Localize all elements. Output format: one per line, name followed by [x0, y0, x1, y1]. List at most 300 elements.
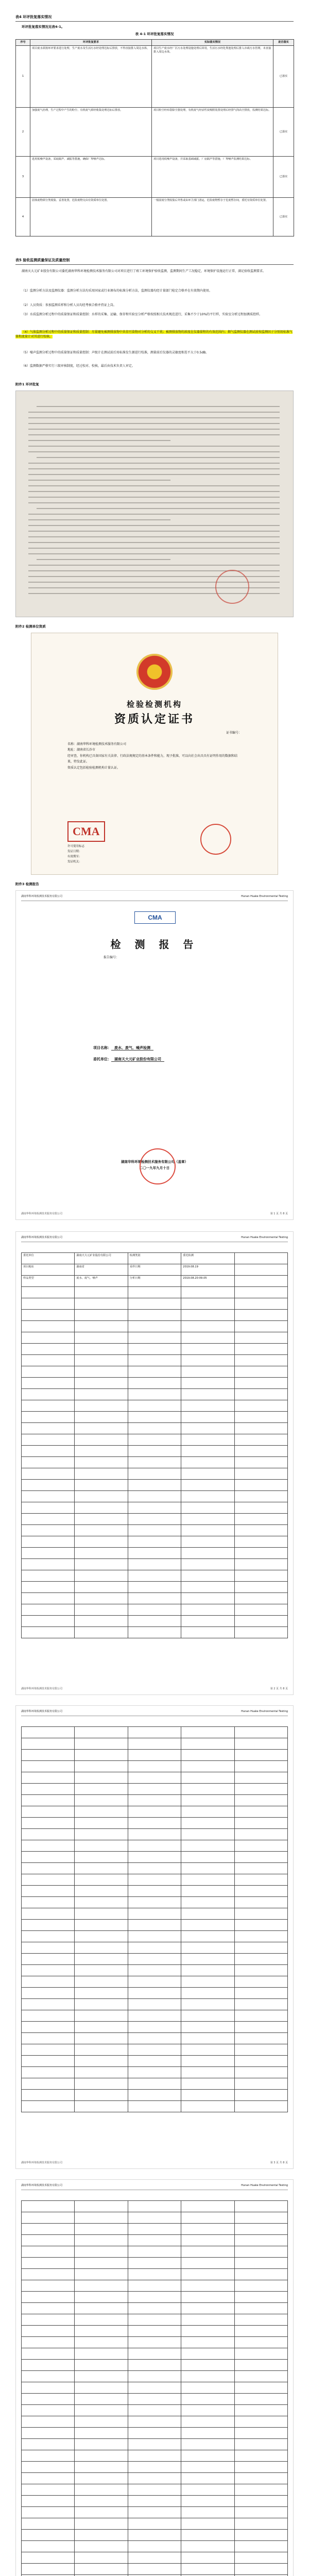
table-cell [128, 1874, 181, 1886]
table-cell [22, 1806, 75, 1818]
table-cell [22, 1931, 75, 1942]
table-cell [234, 1863, 287, 1874]
table-cell [128, 1604, 181, 1616]
table-cell [128, 1502, 181, 1514]
table-cell [181, 2067, 234, 2078]
table-row [22, 1412, 288, 1423]
table-cell [75, 2314, 128, 2326]
table-cell [128, 1627, 181, 1638]
table-cell [128, 1457, 181, 1468]
column-header: 环评批复要求 [30, 40, 152, 46]
table-cell [181, 1434, 234, 1446]
table-cell [234, 1616, 287, 1627]
table-cell [128, 2201, 181, 2212]
table-cell [234, 1931, 287, 1942]
table-cell [22, 1570, 75, 1582]
table-cell: 采样日期 [128, 1264, 181, 1276]
table-cell [75, 1852, 128, 1863]
table-cell [181, 2394, 234, 2405]
table-cell [128, 1840, 181, 1852]
table-cell [234, 1886, 287, 1897]
table-cell [75, 1457, 128, 1468]
report-header-right: Hunan Huake Environmental Testing [241, 2184, 288, 2187]
table-cell [22, 1412, 75, 1423]
table-cell [234, 2258, 287, 2269]
table-cell [234, 1548, 287, 1559]
table-cell [128, 1863, 181, 1874]
table-cell: 项目选用低噪声设备，并采取基础减振、厂房隔声等措施，厂界噪声监测结果达标。 [152, 157, 273, 198]
table-cell [234, 1727, 287, 1738]
table-cell [128, 1772, 181, 1784]
table-cell [234, 1999, 287, 2010]
table-row [22, 2044, 288, 2056]
table-cell [234, 2552, 287, 2564]
table-cell [75, 2507, 128, 2518]
table-row [22, 1931, 288, 1942]
section-5-paragraph: （3）水质监测分析过程中的质量保证和质量控制：水样的采集、运输、保存和实验室分析严格按照相关技术规范进行，采集不少于10%的平行样，实验室分析过程加测质控样。 [22, 313, 263, 316]
table-cell [22, 1616, 75, 1627]
table-row [22, 1874, 288, 1886]
table-cell [22, 1818, 75, 1829]
table-row [22, 1863, 288, 1874]
table-cell [22, 2056, 75, 2067]
table-cell: 已落实 [273, 108, 294, 157]
table-row [22, 1400, 288, 1412]
table-cell [181, 1874, 234, 1886]
table-4-1 [15, 39, 294, 236]
report-header-right: Hunan Huake Environmental Testing [241, 895, 288, 898]
certificate-footer [67, 844, 242, 865]
table-row [22, 1536, 288, 1548]
table-cell [181, 1593, 234, 1604]
table-cell [181, 1525, 234, 1536]
report-footer-left: 湖南华科环境检测技术服务有限公司 [21, 2161, 63, 2164]
table-cell [234, 1264, 287, 1276]
table-cell [181, 2496, 234, 2507]
table-cell [128, 2484, 181, 2496]
table-cell [128, 2518, 181, 2530]
table-cell: 湖南天大元矿业股份有限公司 [75, 1253, 128, 1264]
table-cell [22, 2280, 75, 2292]
table-cell [181, 1457, 234, 1468]
table-cell [234, 1818, 287, 1829]
table-cell [22, 2552, 75, 2564]
table-cell [22, 2212, 75, 2224]
table-cell [128, 1434, 181, 1446]
table-cell [181, 1548, 234, 1559]
table-cell [22, 1976, 75, 1988]
table-cell [128, 1852, 181, 1863]
table-cell [234, 2484, 287, 2496]
table-cell [234, 1389, 287, 1400]
table-row [22, 1310, 288, 1321]
table-cell [128, 1942, 181, 1954]
table-cell [181, 1738, 234, 1750]
table-cell [22, 2484, 75, 2496]
table-cell [181, 2269, 234, 2280]
table-cell [128, 2405, 181, 2416]
table-cell [22, 1942, 75, 1954]
table-cell [75, 2033, 128, 2044]
table-cell [181, 2044, 234, 2056]
table-cell [22, 1840, 75, 1852]
table-cell [128, 2337, 181, 2348]
table-cell [75, 1502, 128, 1514]
table-cell [181, 1332, 234, 1344]
table-cell [75, 2382, 128, 2394]
table-cell [22, 1727, 75, 1738]
table-cell [75, 1988, 128, 1999]
table-cell [128, 1423, 181, 1434]
table-cell [22, 2235, 75, 2246]
red-seal-stamp [140, 1148, 176, 1184]
table-cell [22, 1593, 75, 1604]
section-4-heading: 表4 环评批复落实情况 [15, 14, 294, 22]
table-row [22, 1366, 288, 1378]
table-cell [234, 1321, 287, 1332]
table-row [22, 2326, 288, 2337]
table-cell [22, 2201, 75, 2212]
table-cell [22, 2326, 75, 2337]
table-cell: 1 [16, 46, 30, 108]
table-cell [128, 2044, 181, 2056]
report-cover-page: 湖南华科环境检测技术服务有限公司 Hunan Huake Environmental Testing CMA 检 测 报 告 报告编号： 项目名称： 废水、废气、噪声检测 委托单位： 湖南天大元矿业股份有限公司 湖南华科环境检测技术服务有限公司（盖章） 二〇一九年九月十日 湖南华科环境检测技术服务有限公司 第 1 页 共 8 页 [15, 890, 294, 1220]
table-row [22, 1434, 288, 1446]
table-cell [75, 1750, 128, 1761]
table-cell [128, 1593, 181, 1604]
table-cell [128, 2496, 181, 2507]
cma-mark: CMA [67, 821, 105, 842]
section-5-paragraph: （6）监测数据严格实行三级审核制度，经过校对、校核，最后由技术负责人审定。 [22, 364, 135, 368]
table-cell [128, 2212, 181, 2224]
table-row [16, 198, 294, 236]
table-cell [75, 2269, 128, 2280]
report-data-page [15, 1705, 294, 2169]
table-row [22, 1772, 288, 1784]
table-cell [22, 1502, 75, 1514]
table-cell [181, 2246, 234, 2258]
table-row [22, 2484, 288, 2496]
table-cell [75, 2292, 128, 2303]
table-cell [234, 1942, 287, 1954]
table-cell [22, 2348, 75, 2360]
report-header [21, 894, 288, 901]
table-cell [75, 2394, 128, 2405]
table-cell [75, 1738, 128, 1750]
table-row [22, 1321, 288, 1332]
table-cell [75, 1727, 128, 1738]
table-cell [181, 2033, 234, 2044]
table-cell [22, 2439, 75, 2450]
table-cell [128, 1412, 181, 1423]
table-cell: 项目生产废水经厂区污水处理设施处理后回用，生活污水经化粪池处理后排入市政污水管网，未直接排入周边水体。 [152, 46, 273, 108]
table-cell [128, 1829, 181, 1840]
table-cell [181, 2022, 234, 2033]
table-cell [22, 2010, 75, 2022]
table-cell: 样品类型 [22, 1276, 75, 1287]
table-row [22, 1965, 288, 1976]
table-cell [22, 1604, 75, 1616]
table-cell [128, 2348, 181, 2360]
table-cell [181, 1582, 234, 1593]
table-row [22, 1559, 288, 1570]
table-cell [22, 1491, 75, 1502]
table-cell [22, 2044, 75, 2056]
table-cell [181, 2201, 234, 2212]
table-cell [22, 2292, 75, 2303]
table-row [22, 1548, 288, 1559]
table-cell [75, 1525, 128, 1536]
table-row [22, 1627, 288, 1638]
table-row [22, 1525, 288, 1536]
table-cell [181, 1976, 234, 1988]
column-header: 序号 [16, 40, 30, 46]
table-row [22, 2360, 288, 2371]
table-cell [75, 1593, 128, 1604]
table-cell [181, 2212, 234, 2224]
table-cell [75, 1920, 128, 1931]
table-cell [75, 2416, 128, 2428]
table-cell [75, 1514, 128, 1525]
table-cell [234, 2033, 287, 2044]
table-cell [181, 2326, 234, 2337]
table-cell [75, 1559, 128, 1570]
table-row [22, 1355, 288, 1366]
table-cell [234, 1287, 287, 1298]
table-cell [22, 1852, 75, 1863]
table-row [22, 1840, 288, 1852]
table-cell [234, 1298, 287, 1310]
section-5-paragraph: （5）噪声监测分析过程中的质量保证和质量控制：声级计在测试前后用标准发生源进行校准，测量前后仪器的灵敏度相差不大于0.5dB。 [22, 351, 209, 354]
report-footer-page-number: 第 3 页 共 8 页 [270, 2161, 288, 2164]
certificate-footer-line: 有效期至： [67, 855, 82, 858]
table-cell [128, 2292, 181, 2303]
table-row [22, 1750, 288, 1761]
table-cell [22, 1582, 75, 1593]
table-cell [181, 1965, 234, 1976]
table-row [22, 2235, 288, 2246]
table-cell [22, 2428, 75, 2439]
table-cell [75, 1582, 128, 1593]
table-cell [128, 1954, 181, 1965]
table-row [22, 1378, 288, 1389]
section-5-paragraph: 湖南天大元矿业股份有限公司委托湖南华科环境检测技术服务有限公司对项目进行了竣工环境保护验收监测，监测期间生产工况稳定，环境保护设施运行正常，满足验收监测要求。 [22, 269, 266, 273]
table-row [22, 1852, 288, 1863]
table-cell [128, 2428, 181, 2439]
table-cell [75, 2224, 128, 2235]
table-cell [22, 1999, 75, 2010]
certificate-footer-line: 发证机关： [67, 860, 82, 863]
table-cell [181, 1423, 234, 1434]
table-cell [234, 2067, 287, 2078]
table-row [22, 1795, 288, 1806]
table-cell [128, 1366, 181, 1378]
table-cell [22, 1468, 75, 1480]
table-cell [181, 2541, 234, 2552]
table-cell: 2 [16, 108, 30, 157]
table-cell: 2019.08.19 [181, 1264, 234, 1276]
table-row [22, 1332, 288, 1344]
table-cell [181, 2090, 234, 2101]
table-cell [128, 1480, 181, 1491]
table-cell [234, 1514, 287, 1525]
table-cell [234, 2416, 287, 2428]
table-row [22, 2292, 288, 2303]
table-cell [181, 1389, 234, 1400]
table-cell [22, 1920, 75, 1931]
table-cell: 加强废气治理，生产过程中产生的粉尘、有机废气须经收集处理达标后排放。 [30, 108, 152, 157]
table-cell [234, 1502, 287, 1514]
table-cell [128, 1886, 181, 1897]
table-cell: 湖南省 [75, 1264, 128, 1276]
table-cell [234, 1750, 287, 1761]
table-4-1-caption: 环评批复落实情况见表4-1。 [22, 25, 65, 29]
table-cell [128, 1446, 181, 1457]
table-cell [22, 2269, 75, 2280]
table-cell [75, 2090, 128, 2101]
table-cell [128, 2473, 181, 2484]
table-cell [75, 1468, 128, 1480]
table-cell [22, 2507, 75, 2518]
table-row [22, 2405, 288, 2416]
table-cell [234, 1434, 287, 1446]
table-cell [128, 2067, 181, 2078]
table-row [22, 1942, 288, 1954]
table-cell [22, 1400, 75, 1412]
table-cell [181, 2337, 234, 2348]
table-row [22, 1457, 288, 1468]
table-row [22, 1806, 288, 1818]
table-row [22, 2348, 288, 2360]
certificate-number: 证书编号： [226, 731, 242, 735]
table-cell [181, 1298, 234, 1310]
table-row [22, 1502, 288, 1514]
table-cell [22, 2371, 75, 2382]
table-cell [22, 1886, 75, 1897]
table-cell [128, 2326, 181, 2337]
table-cell [75, 1818, 128, 1829]
table-cell [22, 2101, 75, 2112]
table-cell: 分析日期 [128, 1276, 181, 1287]
table-cell [75, 2044, 128, 2056]
table-cell [75, 2246, 128, 2258]
table-cell [181, 1999, 234, 2010]
table-cell: 项目废水须按环评要求进行处理，生产废水及生活污水经处理达标后排放，不得直接排入周边水体。 [30, 46, 152, 108]
table-cell [181, 1570, 234, 1582]
table-cell [181, 2303, 234, 2314]
table-cell [75, 1616, 128, 1627]
table-cell [234, 2010, 287, 2022]
table-cell [181, 1502, 234, 1514]
table-cell [22, 1321, 75, 1332]
table-cell [128, 1536, 181, 1548]
table-cell [128, 2246, 181, 2258]
table-cell [75, 2462, 128, 2473]
table-cell [75, 2280, 128, 2292]
table-cell [181, 1988, 234, 1999]
table-cell [234, 1738, 287, 1750]
table-cell [22, 1954, 75, 1965]
table-cell [22, 1446, 75, 1457]
table-cell [75, 1412, 128, 1423]
table-cell [234, 1840, 287, 1852]
table-row [22, 1616, 288, 1627]
table-cell [128, 2552, 181, 2564]
table-cell [234, 2044, 287, 2056]
table-cell [75, 1829, 128, 1840]
section-5-paragraph: （1）监测分析方法及监测仪器：监测分析方法均采用国家或行业颁布的标准分析方法，监测仪器均经计量部门检定合格并在有效期内使用。 [22, 289, 212, 293]
table-cell [75, 2022, 128, 2033]
table-cell [181, 1761, 234, 1772]
certificate-subtitle: 资质认定证书 [114, 713, 195, 726]
table-cell: 3 [16, 157, 30, 198]
table-cell [128, 1332, 181, 1344]
table-cell [75, 2258, 128, 2269]
table-cell [128, 1806, 181, 1818]
table-cell [128, 1988, 181, 1999]
table-cell [181, 1514, 234, 1525]
table-cell [181, 2484, 234, 2496]
table-cell [22, 1389, 75, 1400]
table-cell [22, 2033, 75, 2044]
table-cell [128, 1582, 181, 1593]
table-row [22, 1264, 288, 1276]
table-cell [181, 1616, 234, 1627]
table-cell [75, 1378, 128, 1389]
table-cell [22, 1298, 75, 1310]
table-cell [234, 1784, 287, 1795]
table-header-row [16, 40, 294, 46]
table-cell [234, 1480, 287, 1491]
table-cell [234, 1491, 287, 1502]
table-cell [75, 2564, 128, 2575]
table-cell [181, 2056, 234, 2067]
table-cell [128, 1548, 181, 1559]
table-cell [234, 2348, 287, 2360]
table-cell [234, 1468, 287, 1480]
table-cell [128, 1321, 181, 1332]
table-cell [181, 1491, 234, 1502]
table-cell [181, 2078, 234, 2090]
table-cell [234, 2541, 287, 2552]
table-cell [128, 2382, 181, 2394]
table-cell [234, 2360, 287, 2371]
table-cell [22, 2518, 75, 2530]
section-5-highlight-paragraph [15, 330, 294, 340]
table-cell [234, 2292, 287, 2303]
table-cell [234, 1897, 287, 1908]
table-cell [181, 2314, 234, 2326]
table-cell [75, 2212, 128, 2224]
table-cell [181, 2224, 234, 2235]
table-cell [234, 2371, 287, 2382]
table-cell [181, 1840, 234, 1852]
table-cell [128, 1908, 181, 1920]
table-cell [128, 1750, 181, 1761]
table-cell [75, 2010, 128, 2022]
table-cell [181, 2530, 234, 2541]
table-cell [234, 1795, 287, 1806]
table-cell [234, 1310, 287, 1321]
table-cell [75, 1344, 128, 1355]
table-cell: 废水、废气、噪声 [75, 1276, 128, 1287]
table-cell [181, 1897, 234, 1908]
table-cell [181, 1908, 234, 1920]
table-cell: 项目粉尘经布袋除尘器处理，有机废气经活性炭吸附装置处理后经排气筒高空排放，监测结果达标。 [152, 108, 273, 157]
table-cell [22, 1738, 75, 1750]
table-cell [128, 1298, 181, 1310]
table-cell [234, 1446, 287, 1457]
